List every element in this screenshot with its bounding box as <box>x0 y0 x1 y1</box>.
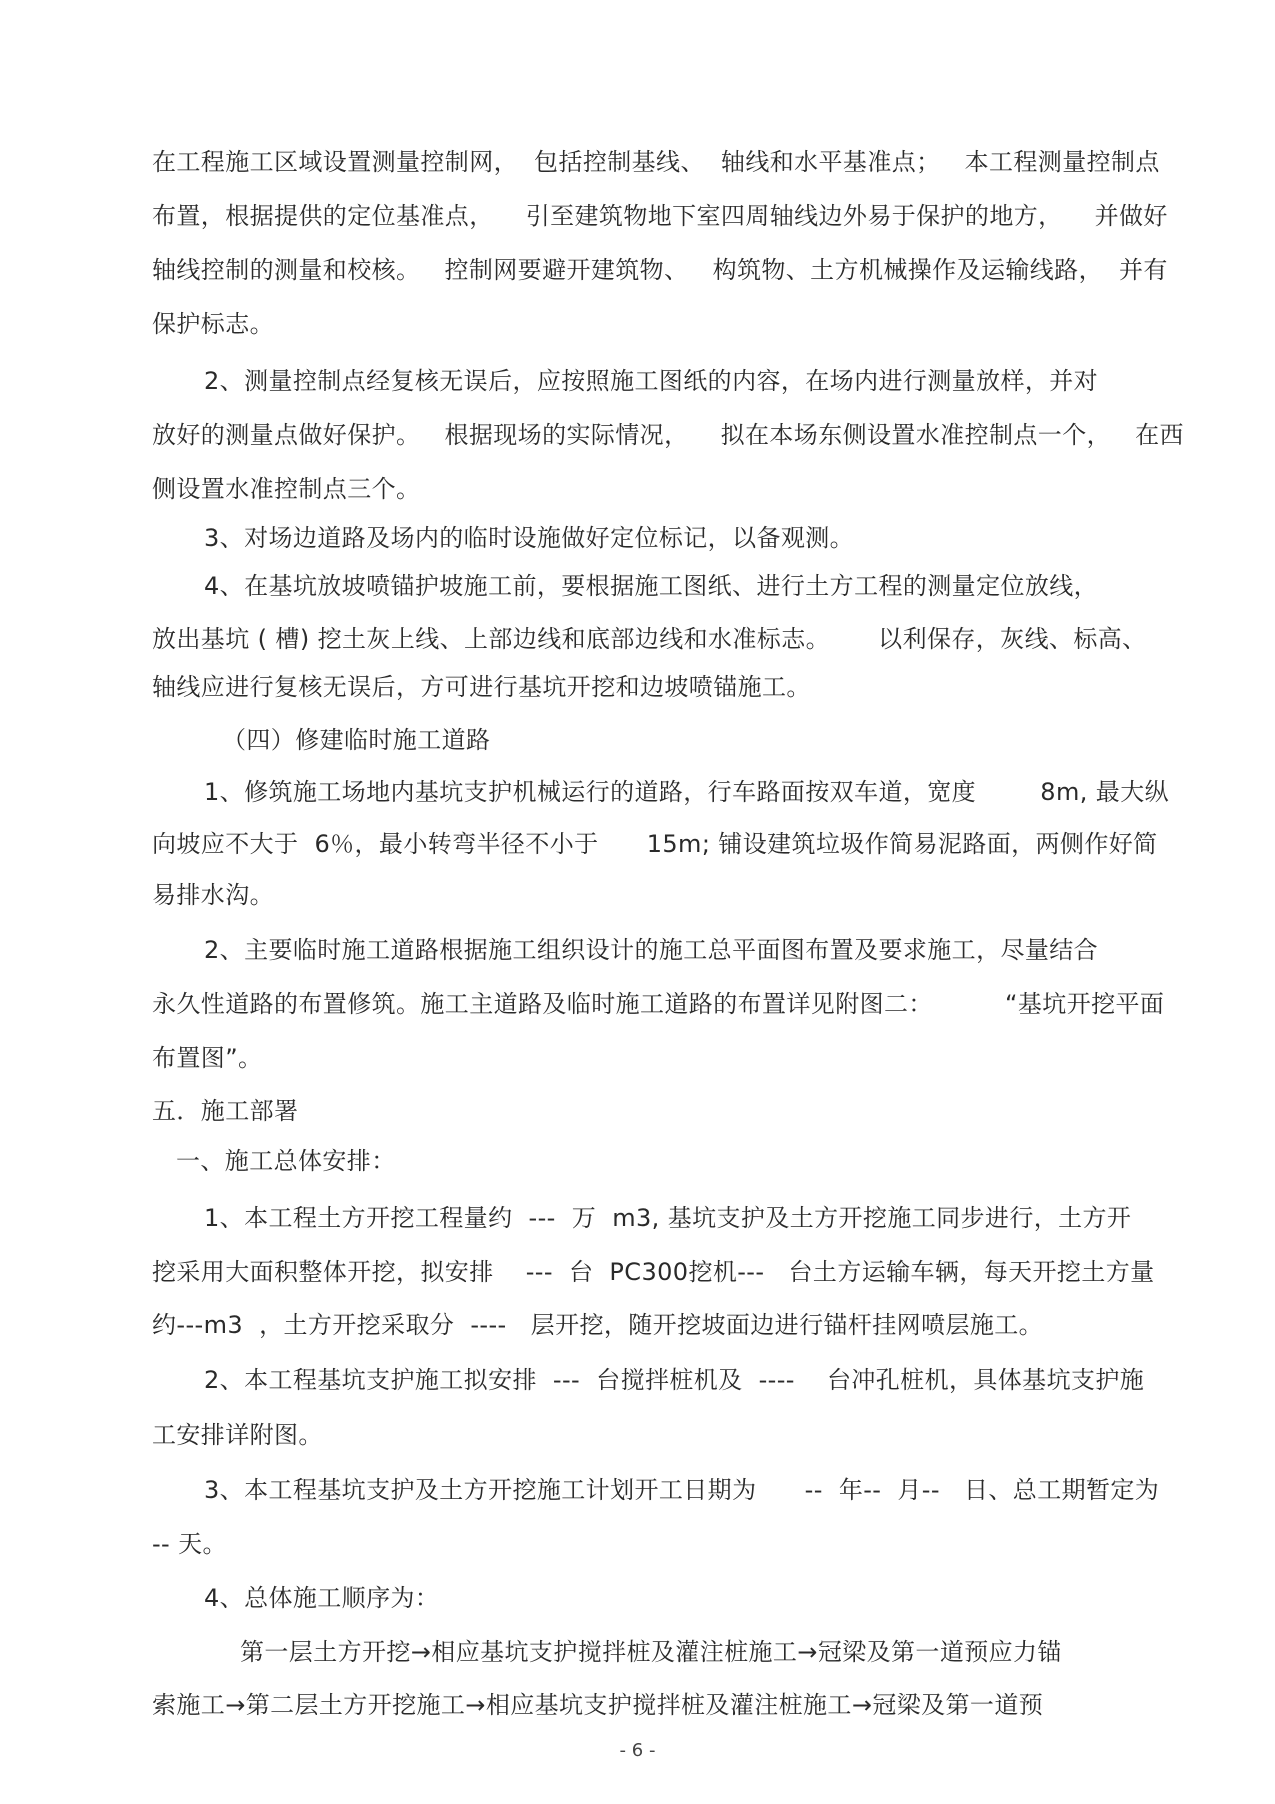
text-line: 布置图”。 <box>152 1044 263 1072</box>
text-line: 1、本工程土方开挖工程量约 --- 万 m3, 基坑支护及土方开挖施工同步进行，土方开 <box>204 1204 1132 1232</box>
text-line: 轴线控制的测量和校核。 控制网要避开建筑物、 构筑物、土方机械操作及运输线路， 并有 <box>152 256 1168 284</box>
text-line: 向坡应不大于 6％，最小转弯半径不小于 15m; 铺设建筑垃圾作简易泥路面，两侧作好简 <box>152 830 1158 858</box>
text-line: 工安排详附图。 <box>152 1421 323 1449</box>
text-line: 保护标志。 <box>152 310 274 338</box>
page-number: - 6 - <box>619 1740 656 1761</box>
text-line: 索施工→第二层土方开挖施工→相应基坑支护搅拌桩及灌注桩施工→冠梁及第一道预 <box>152 1691 1044 1719</box>
text-line: 放好的测量点做好保护。 根据现场的实际情况， 拟在本场东侧设置水准控制点一个， 在西 <box>152 421 1184 449</box>
text-line: 2、主要临时施工道路根据施工组织设计的施工总平面图布置及要求施工，尽量结合 <box>204 936 1099 964</box>
text-line: -- 天。 <box>152 1530 227 1558</box>
text-line: 2、本工程基坑支护施工拟安排 --- 台搅拌桩机及 ---- 台冲孔桩机，具体基坑支护施 <box>204 1366 1145 1394</box>
section-heading: 五．施工部署 <box>152 1097 299 1125</box>
text-line: 布置，根据提供的定位基准点， 引至建筑物地下室四周轴线边外易于保护的地方， 并做好 <box>152 202 1168 230</box>
section-heading: （四）修建临时施工道路 <box>222 726 491 754</box>
text-line: 挖采用大面积整体开挖，拟安排 --- 台 PC300挖机--- 台土方运输车辆，每天开挖土方量 <box>152 1258 1155 1286</box>
text-line: 4、在基坑放坡喷锚护坡施工前，要根据施工图纸、进行土方工程的测量定位放线， <box>204 572 1099 600</box>
text-line: 在工程施工区域设置测量控制网， 包括控制基线、 轴线和水平基准点； 本工程测量控制点 <box>152 148 1160 176</box>
text-line: 3、本工程基坑支护及土方开挖施工计划开工日期为 -- 年-- 月-- 日、总工期暂定为 <box>204 1476 1160 1504</box>
text-line: 3、对场边道路及场内的临时设施做好定位标记，以备观测。 <box>204 524 855 552</box>
text-line: 约---m3 ，土方开挖采取分 ---- 层开挖，随开挖坡面边进行锚杆挂网喷层施工。 <box>152 1311 1044 1339</box>
text-line: 第一层土方开挖→相应基坑支护搅拌桩及灌注桩施工→冠梁及第一道预应力锚 <box>240 1638 1062 1666</box>
text-line: 2、测量控制点经复核无误后，应按照施工图纸的内容，在场内进行测量放样，并对 <box>204 367 1099 395</box>
text-line: 轴线应进行复核无误后，方可进行基坑开挖和边坡喷锚施工。 <box>152 673 811 701</box>
text-line: 1、修筑施工场地内基坑支护机械运行的道路，行车路面按双车道，宽度 8m, 最大纵 <box>204 778 1170 806</box>
subsection-heading: 一、施工总体安排： <box>176 1147 396 1175</box>
text-line: 易排水沟。 <box>152 881 274 909</box>
text-line: 放出基坑 ( 槽) 挖土灰上线、上部边线和底部边线和水准标志。 以利保存，灰线、标高、 <box>152 625 1147 653</box>
text-line: 4、总体施工顺序为： <box>204 1584 440 1612</box>
text-line: 永久性道路的布置修筑。施工主道路及临时施工道路的布置详见附图二： “基坑开挖平面 <box>152 990 1165 1018</box>
text-line: 侧设置水准控制点三个。 <box>152 475 421 503</box>
